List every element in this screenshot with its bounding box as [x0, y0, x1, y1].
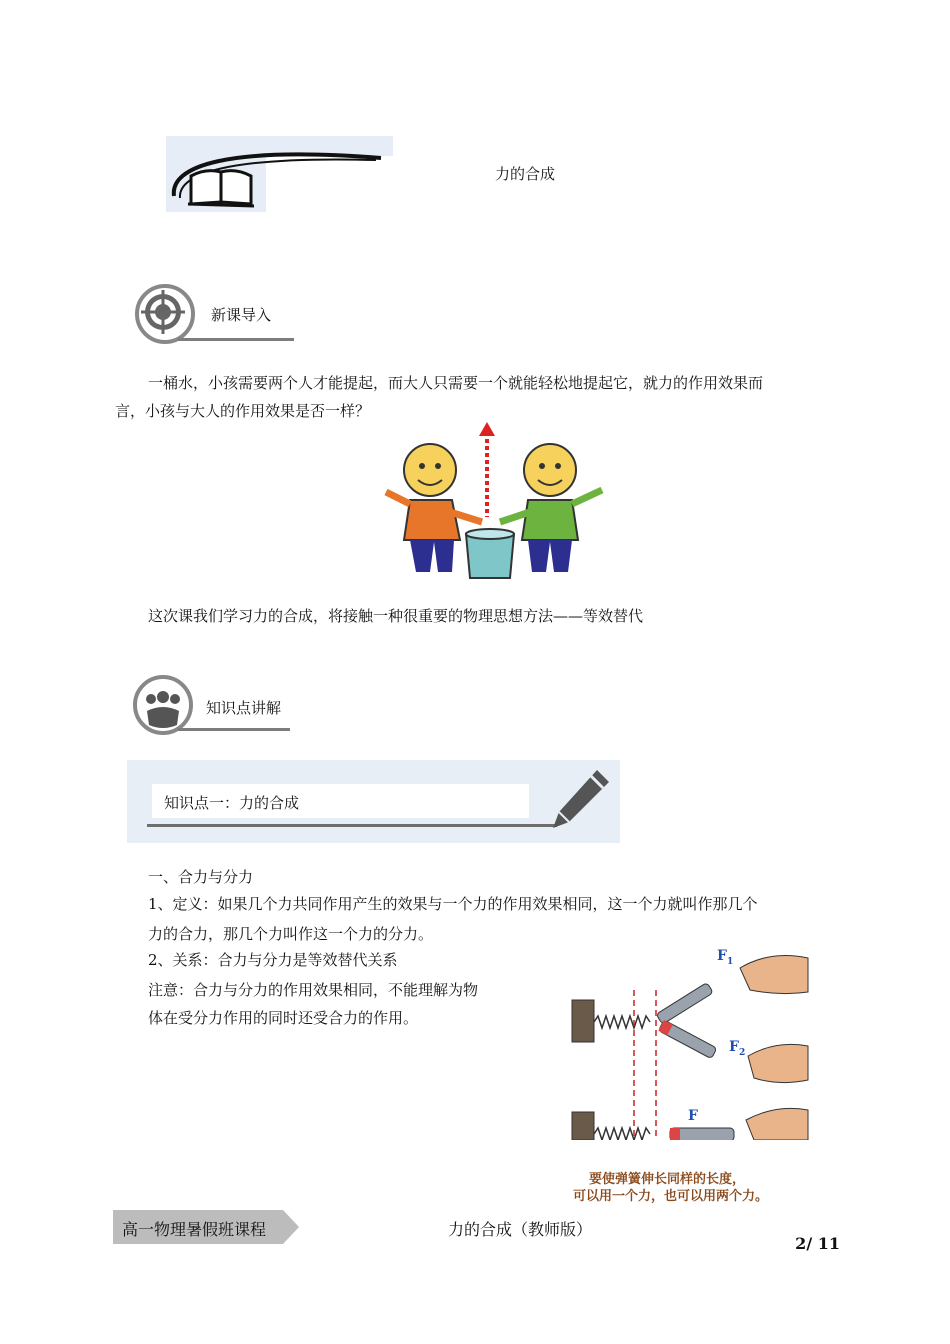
page-number: 2/ 11	[795, 1234, 840, 1253]
knowledge-point-underline	[147, 824, 557, 827]
section-heading: 一、合力与分力	[148, 868, 254, 886]
definition-line2: 力的合力，那几个力叫作这一个力的分力。	[148, 925, 434, 943]
pencil-icon	[547, 766, 613, 832]
figure-caption-line2: 可以用一个力，也可以用两个力。	[573, 1189, 769, 1204]
figure-caption-line1: 要使弹簧伸长同样的长度，	[589, 1172, 746, 1187]
knowledge-point-box	[152, 784, 529, 818]
definition-line1: 1、定义：如果几个力共同作用产生的效果与一个力的作用效果相同，这一个力就叫作那几个	[148, 895, 758, 913]
intro-closing: 这次课我们学习力的合成，将接触一种很重要的物理思想方法——等效替代	[148, 607, 644, 625]
force-label-f2: $F_2$	[729, 1039, 746, 1058]
section-label-knowledge: 知识点讲解	[206, 699, 282, 717]
intro-paragraph-line1: 一桶水，小孩需要两个人才能提起，而大人只需要一个就能轻松地提起它，就力的作用效果而	[148, 374, 764, 392]
section-underline	[178, 338, 294, 341]
book-banner	[166, 136, 393, 212]
force-label-f: F	[688, 1108, 698, 1124]
section-underline-2	[178, 728, 290, 731]
knowledge-point-title: 知识点一：力的合成	[164, 794, 300, 812]
relation-text: 2、关系：合力与分力是等效替代关系	[148, 951, 398, 969]
footer-course-name: 高一物理暑假班课程	[122, 1220, 267, 1239]
open-book-icon	[166, 136, 393, 212]
force-label-f1: $F_1$	[717, 948, 734, 967]
note-line2: 体在受分力作用的同时还受合力的作用。	[148, 1009, 419, 1027]
footer-doc-title: 力的合成（教师版）	[447, 1220, 592, 1239]
section-label-intro: 新课导入	[211, 306, 272, 324]
intro-paragraph-line2: 言，小孩与大人的作用效果是否一样？	[115, 402, 371, 420]
knowledge-point-banner	[127, 760, 620, 843]
target-icon	[135, 282, 199, 346]
page-title: 力的合成	[494, 165, 555, 183]
note-line1: 注意：合力与分力的作用效果相同，不能理解为物	[148, 981, 479, 999]
kids-lifting-bucket-image	[382, 422, 612, 582]
